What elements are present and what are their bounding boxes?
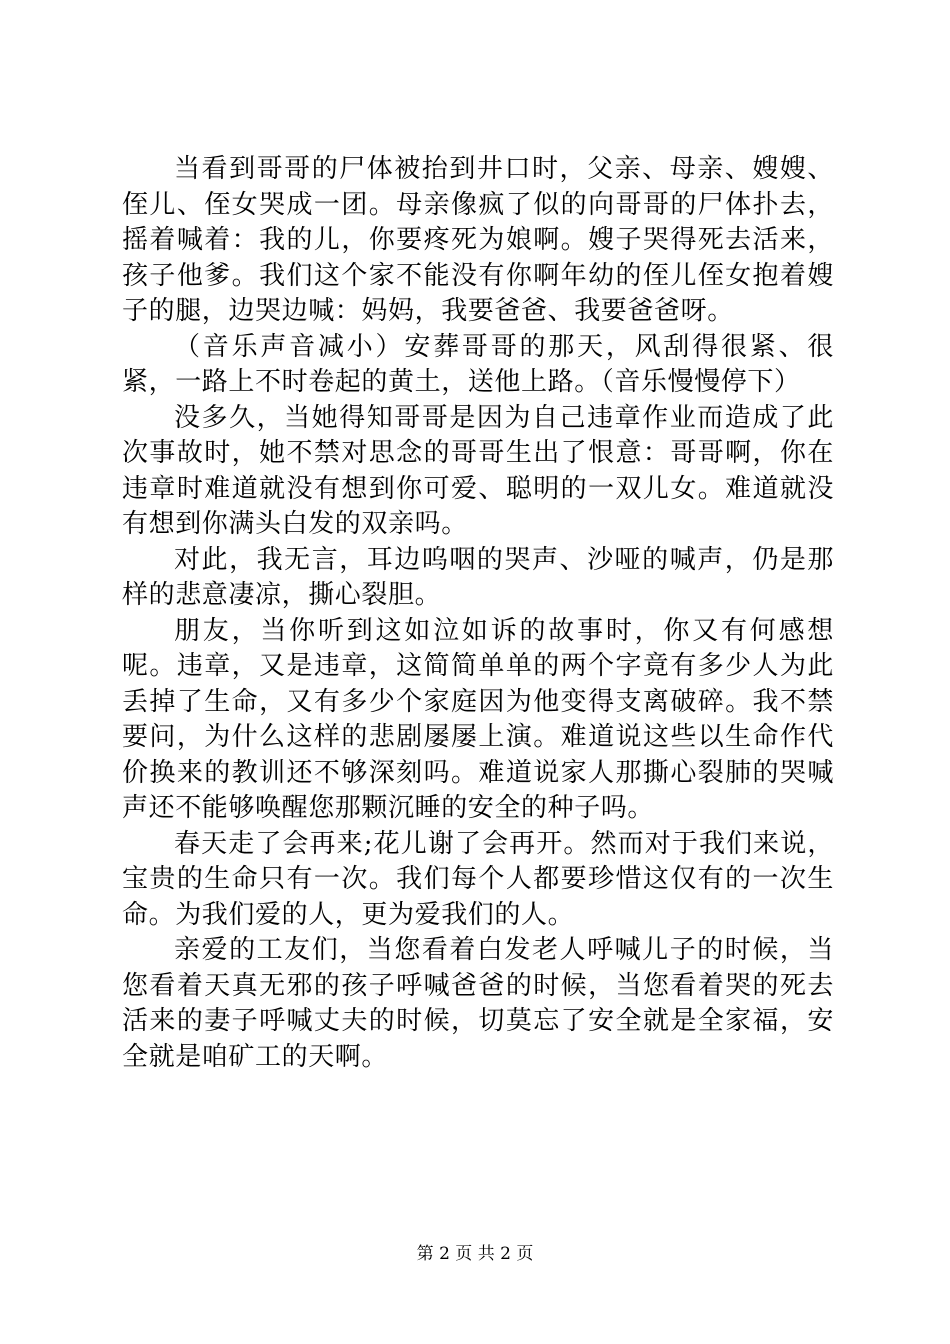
paragraph-6: 春天走了会再来;花儿谢了会再开。然而对于我们来说，宝贵的生命只有一次。我们每个人都要珍惜这仅有的一次生命。为我们爱的人，更为爱我们的人。	[122, 828, 834, 930]
paragraph-2: （音乐声音减小）安葬哥哥的那天，风刮得很紧、很紧，一路上不时卷起的黄土，送他上路。（音乐慢慢停下）	[122, 331, 834, 397]
paragraph-4: 对此，我无言，耳边呜咽的哭声、沙哑的喊声，仍是那样的悲意凄凉，撕心裂胆。	[122, 544, 834, 610]
paragraph-3: 没多久，当她得知哥哥是因为自己违章作业而造成了此次事故时，她不禁对思念的哥哥生出了恨意：哥哥啊，你在违章时难道就没有想到你可爱、聪明的一双儿女。难道就没有想到你满头白发的双亲吗。	[122, 402, 834, 539]
paragraph-7: 亲爱的工友们，当您看着白发老人呼喊儿子的时候，当您看着天真无邪的孩子呼喊爸爸的时候，当您看着哭的死去活来的妻子呼喊丈夫的时候，切莫忘了安全就是全家福，安全就是咱矿工的天啊。	[122, 935, 834, 1072]
paragraph-5: 朋友，当你听到这如泣如诉的故事时，你又有何感想呢。违章，又是违章，这简简单单的两个字竟有多少人为此丢掉了生命，又有多少个家庭因为他变得支离破碎。我不禁要问，为什么这样的悲剧屡屡上演。难道说这些以生命作代价换来的教训还不够深刻吗。难道说家人那撕心裂肺的哭喊声还不能够唤醒您那颗沉睡的安全的种子吗。	[122, 615, 834, 823]
page-number-footer: 第 2 页 共 2 页	[416, 1244, 534, 1264]
paragraph-1: 当看到哥哥的尸体被抬到井口时，父亲、母亲、嫂嫂、侄儿、侄女哭成一团。母亲像疯了似的向哥哥的尸体扑去，摇着喊着：我的儿，你要疼死为娘啊。嫂子哭得死去活来，孩子他爹。我们这个家不能没有你啊年幼的侄儿侄女抱着嫂子的腿，边哭边喊：妈妈，我要爸爸、我要爸爸呀。	[122, 154, 834, 326]
document-body	[122, 152, 834, 1075]
